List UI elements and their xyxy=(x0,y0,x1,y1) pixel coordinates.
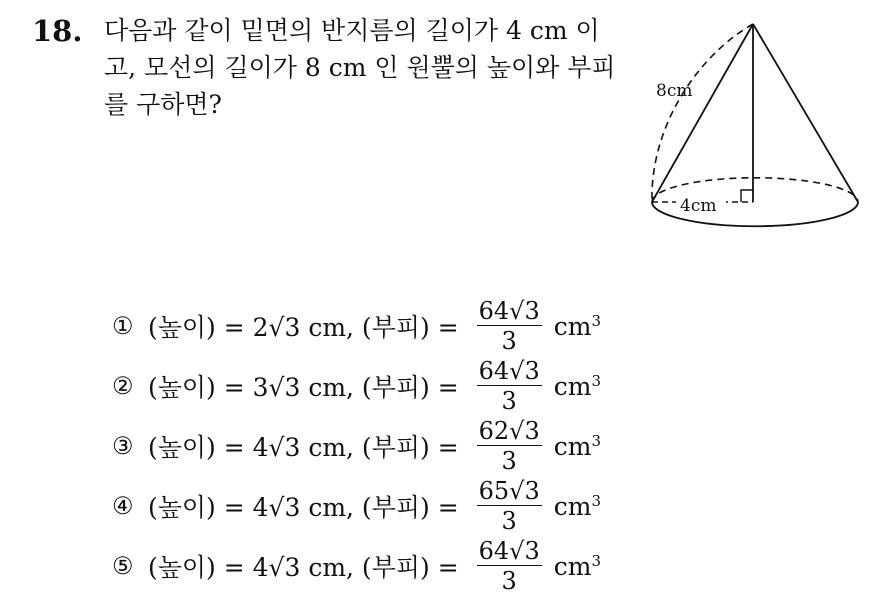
fraction-numerator: 65√3 xyxy=(478,477,540,505)
volume-unit: $cm^3$ xyxy=(553,311,602,341)
fraction-denominator: 3 xyxy=(501,567,517,595)
choice-expression: (높이) = 4√3 cm, (부피) = xyxy=(148,433,459,462)
choice-expression: (높이) = 2√3 cm, (부피) = xyxy=(148,313,459,342)
fraction-denominator: 3 xyxy=(501,447,517,475)
volume-unit: $cm^3$ xyxy=(553,431,602,461)
stem-line-3: 를 구하면? xyxy=(104,90,222,119)
volume-fraction xyxy=(477,357,542,415)
choice-mark: ② xyxy=(112,372,134,400)
fraction-denominator: 3 xyxy=(501,507,517,535)
slant-right xyxy=(753,24,858,202)
choice-expression: (높이) = 3√3 cm, (부피) = xyxy=(148,373,459,402)
choice-expression: (높이) = 4√3 cm, (부피) = xyxy=(148,553,459,582)
choice-mark: ③ xyxy=(112,432,134,460)
cone-figure xyxy=(640,14,872,238)
volume-fraction xyxy=(477,297,542,355)
choice-1[interactable] xyxy=(112,296,601,356)
choice-4[interactable] xyxy=(112,476,601,536)
radius-label: 4cm xyxy=(680,196,717,216)
volume-fraction xyxy=(477,477,542,535)
question-number: 18. xyxy=(32,14,83,48)
volume-fraction xyxy=(477,417,542,475)
choice-5[interactable] xyxy=(112,536,601,596)
choice-3[interactable] xyxy=(112,416,601,476)
question-stem xyxy=(104,12,624,123)
fraction-numerator: 62√3 xyxy=(478,417,540,445)
choice-mark: ① xyxy=(112,312,134,340)
choice-mark: ④ xyxy=(112,492,134,520)
fraction-numerator: 64√3 xyxy=(478,297,540,325)
fraction-numerator: 64√3 xyxy=(478,357,540,385)
slant-label: 8cm xyxy=(656,81,693,101)
choice-expression: (높이) = 4√3 cm, (부피) = xyxy=(148,493,459,522)
slant-left xyxy=(652,24,753,202)
choice-2[interactable] xyxy=(112,356,601,416)
stem-line-2: 고, 모선의 길이가 8 cm 인 원뿔의 높이와 부피 xyxy=(104,53,616,82)
volume-unit: $cm^3$ xyxy=(553,371,602,401)
fraction-numerator: 64√3 xyxy=(478,537,540,565)
choice-mark: ⑤ xyxy=(112,552,134,580)
volume-unit: $cm^3$ xyxy=(553,491,602,521)
volume-unit: $cm^3$ xyxy=(553,551,602,581)
stem-line-1: 다음과 같이 밑면의 반지름의 길이가 4 cm 이 xyxy=(104,16,600,45)
fraction-denominator: 3 xyxy=(501,387,517,415)
volume-fraction xyxy=(477,537,542,595)
fraction-denominator: 3 xyxy=(501,327,517,355)
right-angle-mark xyxy=(741,190,753,202)
